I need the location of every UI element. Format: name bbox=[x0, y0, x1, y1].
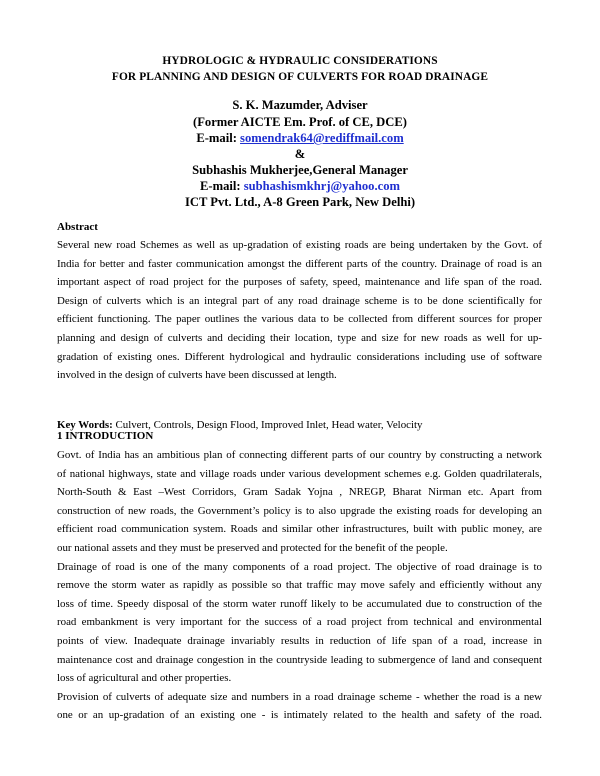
intro-line: North-South & East –West Corridors, Gram Sadak Yojna , NREGP, Bharat Nirman etc. Apart from bbox=[57, 486, 542, 499]
title-line-2: FOR PLANNING AND DESIGN OF CULVERTS FOR ROAD DRAINAGE bbox=[111, 71, 489, 83]
email-label-2: E-mail: bbox=[200, 179, 244, 193]
abstract-line: Several new road Schemes as well as up-gradation of existing roads are being undertaken by the Govt. of bbox=[57, 239, 542, 251]
abstract-line: Design of culverts which is an integral part of any road drainage scheme is to be done scientifically for bbox=[57, 294, 542, 307]
ampersand: & bbox=[294, 147, 306, 161]
intro-line: maintenance cost and drainage congestion in the countryside leading to submergence of land and consequent bbox=[57, 653, 542, 666]
title-line-1: HYDROLOGIC & HYDRAULIC CONSIDERATIONS bbox=[162, 55, 438, 67]
intro-line: remove the storm water as rapidly as possible so that traffic may move safely and efficiently without any bbox=[57, 579, 542, 592]
abstract-line: efficient functioning. The paper outlines the various data to be collected from different sources for proper bbox=[57, 313, 542, 326]
author-2-affiliation: ICT Pvt. Ltd., A-8 Green Park, New Delhi) bbox=[184, 195, 416, 209]
abstract-line: involved in the design of culverts have been discussed at length. bbox=[57, 369, 337, 382]
intro-line: Provision of culverts of adequate size and numbers in a road drainage scheme - whether the road is a new bbox=[57, 690, 542, 703]
abstract-line: planning and design of culverts and deciding their location, type and size for new roads as well for up- bbox=[57, 331, 542, 344]
intro-line: efficient road communication system. Roads and similar other infrastructures, built with public money, are bbox=[57, 523, 542, 536]
intro-line: points of view. Inadequate drainage invariably results in reduction of life span of a road, increase in bbox=[57, 634, 542, 647]
intro-line: construction of new roads, the Government’s policy is to also upgrade the existing roads for developing an bbox=[57, 504, 542, 517]
email-label-1: E-mail: bbox=[196, 131, 241, 145]
intro-line: of national highways, state and village roads under various development schemes e.g. Golden quadrilaterals, bbox=[57, 467, 542, 480]
abstract-line: gradation of existing ones. Different hydrological and hydraulic considerations including use of software bbox=[57, 350, 542, 363]
abstract-line: important aspect of road project for the purposes of safety, speed, maintenance and life span of the road. bbox=[57, 276, 542, 289]
introduction-heading: 1 INTRODUCTION bbox=[57, 430, 154, 442]
author-2-email-line bbox=[0, 179, 600, 194]
abstract-body bbox=[57, 236, 542, 385]
author-1-name: S. K. Mazumder, Adviser bbox=[232, 98, 368, 112]
author-1-email-line bbox=[0, 131, 600, 146]
introduction-body bbox=[57, 446, 542, 725]
keywords-label: Key Words: bbox=[57, 419, 116, 431]
abstract-line: India for better and faster communication amongst the different parts of the country. Drainage of road is an bbox=[57, 257, 542, 270]
email-link-1[interactable]: somendrak64@rediffmail.com bbox=[240, 131, 404, 145]
intro-line: Drainage of road is one of the many components of a road project. The objective of road drainage is to bbox=[57, 560, 542, 573]
intro-line: our national assets and they must be preserved and protected for the benefit of the people. bbox=[57, 541, 448, 554]
keywords-text: Culvert, Controls, Design Flood, Improved Inlet, Head water, Velocity bbox=[115, 419, 423, 431]
abstract-heading: Abstract bbox=[57, 221, 98, 233]
intro-line: one or an up-gradation of an existing one - is intimately related to the health and safety of the road. bbox=[57, 709, 542, 722]
intro-line: Govt. of India has an ambitious plan of connecting different parts of our country by constructing a network bbox=[57, 449, 542, 461]
email-link-2[interactable]: subhashismkhrj@yahoo.com bbox=[243, 179, 400, 193]
intro-line: loss of time. Speedy disposal of the storm water runoff likely to be accumulated due to construction of the bbox=[57, 597, 542, 610]
author-1-affiliation: (Former AICTE Em. Prof. of CE, DCE) bbox=[193, 115, 407, 129]
author-2-name: Subhashis Mukherjee,General Manager bbox=[192, 163, 408, 177]
intro-line: loss of agricultural and other properties. bbox=[57, 672, 232, 685]
intro-line: road embankment is very important for the success of a road project from technical and environmental bbox=[57, 616, 542, 629]
